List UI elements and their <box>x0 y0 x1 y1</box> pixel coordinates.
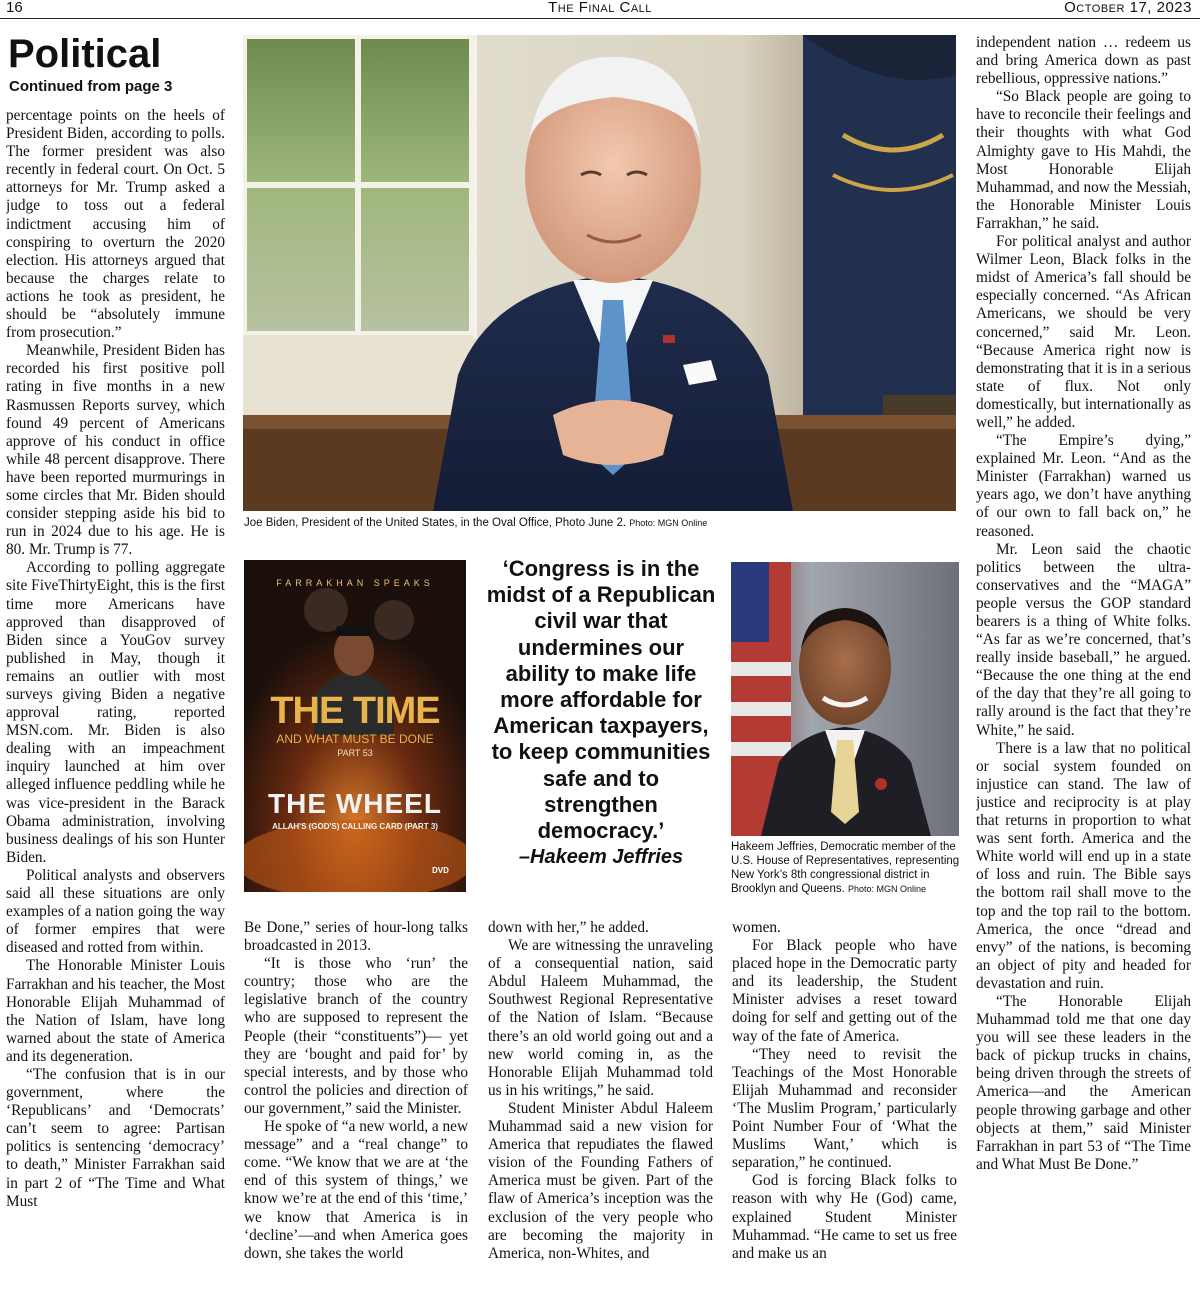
paragraph: “They need to revisit the Teachings of the Most Honorable Elijah Muhammad and reconsider ‘The Muslim Program,’ particularly Point Number Four of ‘What the Muslims Want,’ which is separation,” he continued. <box>732 1045 957 1172</box>
main-photo <box>243 35 956 511</box>
paragraph: “The confusion that is in our government, where the ‘Republicans’ and ‘Democrats’ can’t seem to agree: Partisan politics is sentencing ‘democracy’ to death,” Minister Farrakhan said in part 2 of “The Time and What Must <box>6 1065 225 1210</box>
paragraph: down with her,” he added. <box>488 919 649 936</box>
paragraph: Meanwhile, President Biden has recorded his first positive poll rating in five months in a new Rasmussen Reports survey, which found 49 percent of Americans approve of his conduct in office while 48 percent disapprove. There have been reported murmurings in some circles that Mr. Biden should consider stepping aside his bid to run in 2024 due to his age. He is 80. Mr. Trump is 77. <box>6 342 225 559</box>
article-column-2 <box>244 919 468 1297</box>
paragraph: The Honorable Minister Louis Farrakhan and his teacher, the Most Honorable Elijah Muhammad of the Nation of Islam, have long warned about the state of America and its degeneration. <box>6 957 225 1065</box>
caption-text: Hakeem Jeffries, Democratic member of the U.S. House of Representatives, representing New York’s 8th congressional district in Brooklyn and Queens. <box>731 841 960 895</box>
paragraph: According to polling aggregate site FiveThirtyEight, this is the first time more Americans have approved than disapproved of Biden since a YouGov survey published in May, though it remains an outlier with most surveys giving Biden a negative approval rating, reported MSN.com. Mr. Biden is also dealing with an impeachment inquiry launched at him over alleged influence peddling while he was vice-president in the Barack Obama administration, involving business dealings of his son Hunter Biden. <box>6 559 225 866</box>
section-title: Political <box>8 32 162 76</box>
paragraph: “It is those who ‘run’ the country; those who are the legislative branch of the country who are supposed to represent the People (their “constituents”)— yet they are ‘bought and paid for’ by special interests, and by those who control the policies and direction of our government,” said the Minister. <box>244 955 468 1117</box>
dvd-subtitle: THE WHEEL <box>268 788 442 819</box>
pull-quote <box>484 556 718 870</box>
paragraph: He spoke of “a new world, a new message” and a “real change” to come. “We know that we are at ‘the end of this system of things,’ we know we’re at the end of this ‘time,’ we know that America is in ‘decline’—and when America goes down, she takes the world <box>244 1118 468 1262</box>
article-column-3 <box>488 919 713 1297</box>
paragraph: Mr. Leon said the chaotic politics between the ultra-conservatives and the “MAGA” people versus the GOP standard bearers is a thing of White folks. “As far as we’re concerned, that’s really inside baseball,” he argued. “Because the one thing at the end of the day that they’re all going to rally around is the fact that they’re White,” he said. <box>976 540 1191 739</box>
article-column-1 <box>6 107 225 1297</box>
paragraph: “So Black people are going to have to reconcile their feelings and their thoughts with what God Almighty gave to His Mahdi, the Most Honorable Elijah Muhammad, and now the Messiah, the Honorable Minister Louis Farrakhan,” he said. <box>976 88 1191 232</box>
continued-line: Continued from page 3 <box>9 78 173 95</box>
caption-text: Joe Biden, President of the United States, in the Oval Office, Photo June 2. <box>244 517 627 529</box>
running-header <box>0 0 1200 19</box>
dvd-title: THE TIME <box>270 690 440 732</box>
paragraph: Political analysts and observers said all these situations are only examples of a nation going the way of former empires that were diseased and rotted from within. <box>6 866 225 957</box>
paragraph: percentage points on the heels of President Biden, according to polls. The former president was also recently in federal court. On Oct. 5 attorneys for Mr. Trump asked a judge to toss out a federal indictment accusing him of conspiring to overturn the 2020 election. His attorneys argued that because the charges relate to actions he took as president, he should be “absolutely immune from prosecution.” <box>6 107 225 342</box>
page-number: 16 <box>6 0 23 16</box>
dvd-part: PART 53 <box>337 748 373 758</box>
dvd-title-line2: AND WHAT MUST BE DONE <box>276 732 434 746</box>
paragraph: “The Empire’s dying,” explained Mr. Leon. “And as the Minister (Farrakhan) warned us years ago, we don’t have anything of our own to fall back on,” he reasoned. <box>976 432 1191 540</box>
paragraph: independent nation … redeem us and bring America down as past rebellious, oppressive nations.” <box>976 34 1191 88</box>
paragraph: God is forcing Black folks to reason with why He (God) came, explained Student Minister Muhammad. “He came to set us free and make us an <box>732 1172 957 1262</box>
paragraph: “The Honorable Elijah Muhammad told me that one day you will see these leaders in the back of pickup trucks in chains, being driven through the streets of America—and the American people throwing garbage and other objects at them,” said Minister Farrakhan in part 53 of “The Time and What Must Be Done.” <box>976 992 1191 1173</box>
pull-quote-text: ‘Congress is in the midst of a Republican civil war that undermines our ability to make life more affordable for American taxpayers, to keep communities safe and to strengthen democracy.’ <box>486 556 716 844</box>
jeffries-caption <box>731 840 960 896</box>
paragraph: We are witnessing the unraveling of a consequential nation, said Abdul Haleem Muhammad, the Southwest Regional Representative of the Nation of Islam. “Because there’s an old world going out and a new world coming in, as the Honorable Elijah Muhammad told us in his writings,” he said. <box>488 937 713 1099</box>
jeffries-portrait-image <box>731 562 959 836</box>
dvd-cover <box>244 560 466 892</box>
paragraph: Be Done,” series of hour-long talks broadcasted in 2013. <box>244 919 468 955</box>
issue-date: October 17, 2023 <box>1064 0 1192 16</box>
paragraph: women. <box>732 919 781 936</box>
article-column-5 <box>976 34 1191 1297</box>
pull-quote-attribution: –Hakeem Jeffries <box>518 846 684 869</box>
biden-portrait-image <box>243 35 956 511</box>
dvd-tagline: ALLAH'S (GOD'S) CALLING CARD (PART 3) <box>272 822 438 831</box>
paragraph: For Black people who have placed hope in the Democratic party and its leadership, the Student Minister advises a reset toward doing for self and getting out of the way of the fate of America. <box>732 937 957 1045</box>
photo-credit: Photo: MGN Online <box>629 518 708 528</box>
dvd-series: FARRAKHAN SPEAKS <box>276 578 434 588</box>
dvd-logo: DVD <box>432 866 449 875</box>
main-photo-caption <box>244 516 954 530</box>
paragraph: There is a law that no political or social system founded on injustice can stand. The law of justice and reciprocity is at play that returns in proportion to what was sent forth. America and the White world will end up in a state of loss and ruin. The Bible says the bottom rail shall move to the top and the top rail to the bottom. America, the once “dread and envy” of the nations, is becoming an object of pity and headed for devastation and ruin. <box>976 739 1191 992</box>
article-column-4 <box>732 919 957 1297</box>
jeffries-photo <box>731 562 959 836</box>
paragraph: For political analyst and author Wilmer Leon, Black folks in the midst of America’s fall should be especially concerned. “As African Americans, we should be very concerned,” said Mr. Leon. “Because America right now is demonstrating that it is in a serious state of flux. Not only domestically, but internationally as well,” he added. <box>976 233 1191 431</box>
publication-name: The Final Call <box>548 0 652 16</box>
photo-credit: Photo: MGN Online <box>848 884 927 894</box>
paragraph: Student Minister Abdul Haleem Muhammad said a new vision for America that repudiates the flawed vision of the Founding Fathers of America must be given. Part of the flaw of America’s inception was the exclusion of the very people who are becoming the majority in America, non-Whites, and <box>488 1099 713 1262</box>
